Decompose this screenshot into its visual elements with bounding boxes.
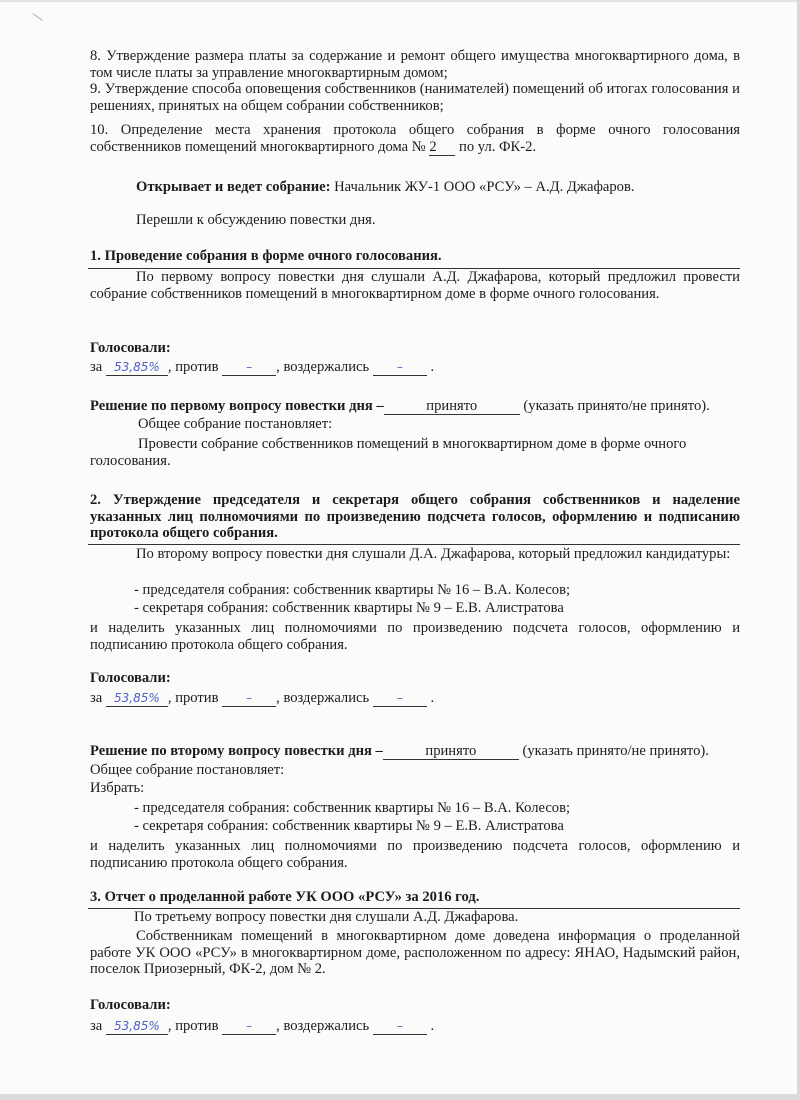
- q1-for-value: 53,85%: [106, 360, 168, 376]
- q2-elect: Избрать:: [90, 780, 145, 796]
- q1-resolution: Провести собрание собственников помещений в многоквартирном доме в форме очного голосования.: [90, 436, 687, 469]
- q1-heading: 1. Проведение собрания в форме очного голосования.: [90, 248, 442, 264]
- q2-against-value: –: [222, 691, 276, 707]
- q1-against-label: , против: [167, 359, 219, 375]
- q2-heading: 2. Утверждение председателя и секретаря общего собрания собственников и наделение указанных лиц полномочиями по произведению подсчета голосов, оформлению и подписанию протокола общего собрания.: [90, 492, 740, 541]
- q1-heard: По первому вопросу повестки дня слушали А.Д. Джафарова, который предложил провести собрание собственников помещений в многоквартирном доме в форме очного голосования.: [90, 269, 740, 302]
- q2-secretary-elected: - секретаря собрания: собственник квартиры № 9 – Е.В. Алистратова: [134, 818, 564, 834]
- q2-decision-value: принято: [383, 744, 519, 760]
- opening-line: [136, 179, 736, 196]
- q2-decision: [90, 743, 740, 760]
- q2-against-label: , против: [167, 690, 219, 706]
- q1-against-value: –: [222, 360, 276, 376]
- q3-end: .: [430, 1018, 435, 1034]
- q3-heard: По третьему вопросу повестки дня слушали А.Д. Джафарова.: [134, 909, 519, 925]
- q3-info: Собственникам помещений в многоквартирном доме доведена информация о проделанной работе УК ООО «РСУ» в многоквартирном доме, расположенном по адресу: ЯНАО, Надымский район, поселок Приозерный, ФК-2, дом № 2.: [90, 928, 740, 977]
- q3-against-value: –: [222, 1019, 276, 1035]
- q2-powers: и наделить указанных лиц полномочиями по произведению подсчета голосов, оформлению и подписанию протокола общего собрания.: [90, 620, 740, 653]
- q3-for-label: за: [90, 1018, 103, 1034]
- q1-for-label: за: [90, 359, 103, 375]
- q2-vote-line: [90, 690, 740, 707]
- q3-abstain-value: –: [373, 1019, 427, 1035]
- q2-for-value: 53,85%: [106, 691, 168, 707]
- q1-abstain-label: , воздержались: [276, 359, 370, 375]
- q2-chair: - председателя собрания: собственник квартиры № 16 – В.А. Колесов;: [134, 582, 571, 598]
- q2-resolves: Общее собрание постановляет:: [90, 762, 285, 778]
- agenda-item-10-tail: по ул. ФК-2.: [459, 138, 537, 155]
- q3-vote-line: [90, 1018, 740, 1035]
- agenda-item-8: 8. Утверждение размера платы за содержание и ремонт общего имущества многоквартирного дома, в том числе платы за управление многоквартирным домом;: [90, 48, 740, 81]
- q1-resolves: Общее собрание постановляет:: [138, 416, 333, 432]
- scan-mark: [29, 13, 43, 26]
- discussion-line: Перешли к обсуждению повестки дня.: [136, 212, 376, 228]
- agenda-item-10-text: 10. Определение места хранения протокола общего собрания в форме очного голосования собственников помещений многоквартирного дома №: [90, 122, 740, 155]
- agenda-item-10: [90, 122, 740, 156]
- q2-decision-label: Решение по второму вопросу повестки дня –: [90, 743, 383, 759]
- scan-edge-top: [0, 0, 800, 2]
- q2-abstain-label: , воздержались: [276, 690, 370, 706]
- q2-rule: [88, 544, 740, 545]
- opening-text: Начальник ЖУ-1 ООО «РСУ» – А.Д. Джафаров.: [334, 179, 635, 195]
- q1-vote-line: [90, 359, 740, 376]
- q2-end: .: [430, 690, 435, 706]
- opening-label: Открывает и ведет собрание:: [136, 179, 331, 195]
- q2-abstain-value: –: [373, 691, 427, 707]
- q1-decision-hint: (указать принято/не принято).: [523, 398, 710, 414]
- q1-end: .: [430, 359, 435, 375]
- q2-voted-label: Голосовали:: [90, 670, 171, 686]
- q3-abstain-label: , воздержались: [276, 1018, 370, 1034]
- q1-decision-label: Решение по первому вопросу повестки дня –: [90, 398, 384, 414]
- q2-for-label: за: [90, 690, 103, 706]
- q3-for-value: 53,85%: [106, 1019, 168, 1035]
- q2-powers-resolution: и наделить указанных лиц полномочиями по произведению подсчета голосов, оформлению и подписанию протокола общего собрания.: [90, 838, 740, 871]
- agenda-item-9: 9. Утверждение способа оповещения собственников (нанимателей) помещений об итогах голосования и решениях, принятых на общем собрании собственников;: [90, 81, 740, 114]
- q1-abstain-value: –: [373, 360, 427, 376]
- q2-heard: По второму вопросу повестки дня слушали Д.А. Джафарова, который предложил кандидатуры:: [136, 546, 731, 562]
- q1-voted-label: Голосовали:: [90, 340, 171, 356]
- q1-decision: [90, 398, 740, 415]
- agenda-item-10-number: 2: [429, 140, 455, 156]
- q1-decision-value: принято: [384, 399, 520, 415]
- q2-decision-hint: (указать принято/не принято).: [522, 743, 709, 759]
- q3-voted-label: Голосовали:: [90, 997, 171, 1013]
- q3-against-label: , против: [167, 1018, 219, 1034]
- q3-heading: 3. Отчет о проделанной работе УК ООО «РСУ» за 2016 год.: [90, 889, 480, 905]
- q2-secretary: - секретаря собрания: собственник квартиры № 9 – Е.В. Алистратова: [134, 600, 564, 616]
- scan-edge-bottom: [0, 1094, 800, 1100]
- q2-chair-elected: - председателя собрания: собственник квартиры № 16 – В.А. Колесов;: [134, 800, 571, 816]
